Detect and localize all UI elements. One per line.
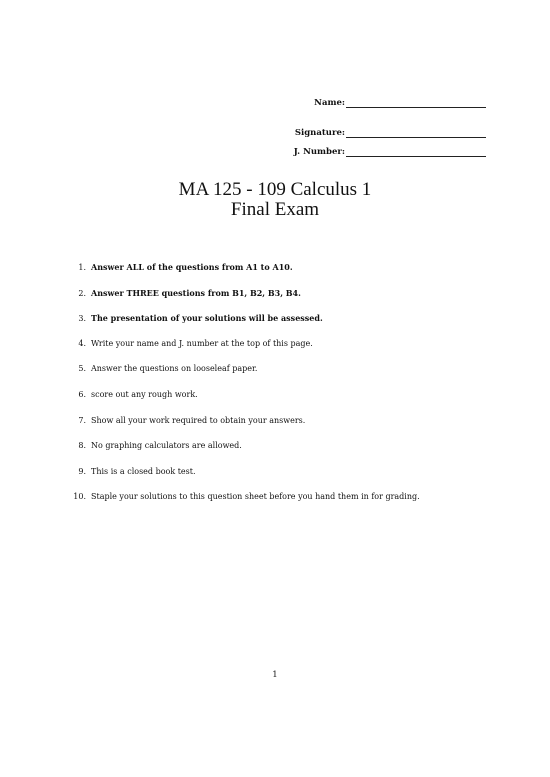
instruction-item: [68, 492, 488, 505]
instruction-number: 7.: [78, 415, 86, 425]
instruction-text: Answer THREE questions from B1, B2, B3, B4.: [91, 287, 301, 298]
instruction-item: [68, 288, 488, 301]
instruction-number: 8.: [78, 441, 86, 451]
name-label: Name:: [314, 98, 345, 108]
instruction-number: 9.: [78, 466, 86, 476]
instruction-text: Write your name and J. number at the top of this page.: [91, 338, 313, 348]
instruction-item: [68, 390, 488, 403]
instruction-item: [68, 313, 488, 326]
instruction-number: 10.: [73, 492, 86, 502]
instruction-text: No graphing calculators are allowed.: [91, 441, 242, 451]
instructions-list: [68, 262, 488, 518]
instruction-text: Answer ALL of the questions from A1 to A10.: [91, 262, 293, 272]
instruction-text: Answer the questions on looseleaf paper.: [91, 364, 258, 374]
instruction-number: 3.: [78, 314, 86, 324]
instruction-number: 5.: [78, 364, 86, 374]
instruction-text: score out any rough work.: [91, 389, 198, 399]
page-number: 1: [272, 670, 278, 680]
student-info-fields: [226, 96, 486, 157]
exam-subtitle: Final Exam: [230, 199, 320, 220]
instruction-text: The presentation of your solutions will be assessed.: [91, 313, 323, 324]
signature-label: Signature:: [294, 128, 345, 138]
name-blank-line: [346, 98, 486, 108]
instruction-text: Staple your solutions to this question sheet before you hand them in for grading.: [91, 492, 420, 502]
instruction-item: [68, 262, 488, 275]
name-field: [226, 96, 486, 108]
instruction-item: [68, 416, 488, 429]
instruction-item: [68, 441, 488, 454]
j-number-field: [226, 145, 486, 157]
course-title: MA 125 - 109 Calculus 1: [178, 179, 372, 200]
signature-field: [226, 126, 486, 138]
j-number-blank-line: [346, 147, 486, 157]
exam-title: [0, 180, 550, 220]
instruction-text: This is a closed book test.: [91, 466, 196, 476]
instruction-number: 6.: [78, 389, 86, 399]
instruction-item: [68, 339, 488, 352]
instruction-number: 1.: [78, 263, 86, 272]
j-number-label: J. Number:: [293, 147, 345, 157]
instruction-text: Show all your work required to obtain your answers.: [91, 415, 306, 425]
instruction-item: [68, 364, 488, 377]
instruction-number: 2.: [78, 288, 86, 298]
instruction-item: [68, 467, 488, 480]
instruction-number: 4.: [78, 338, 86, 348]
signature-blank-line: [346, 128, 486, 138]
